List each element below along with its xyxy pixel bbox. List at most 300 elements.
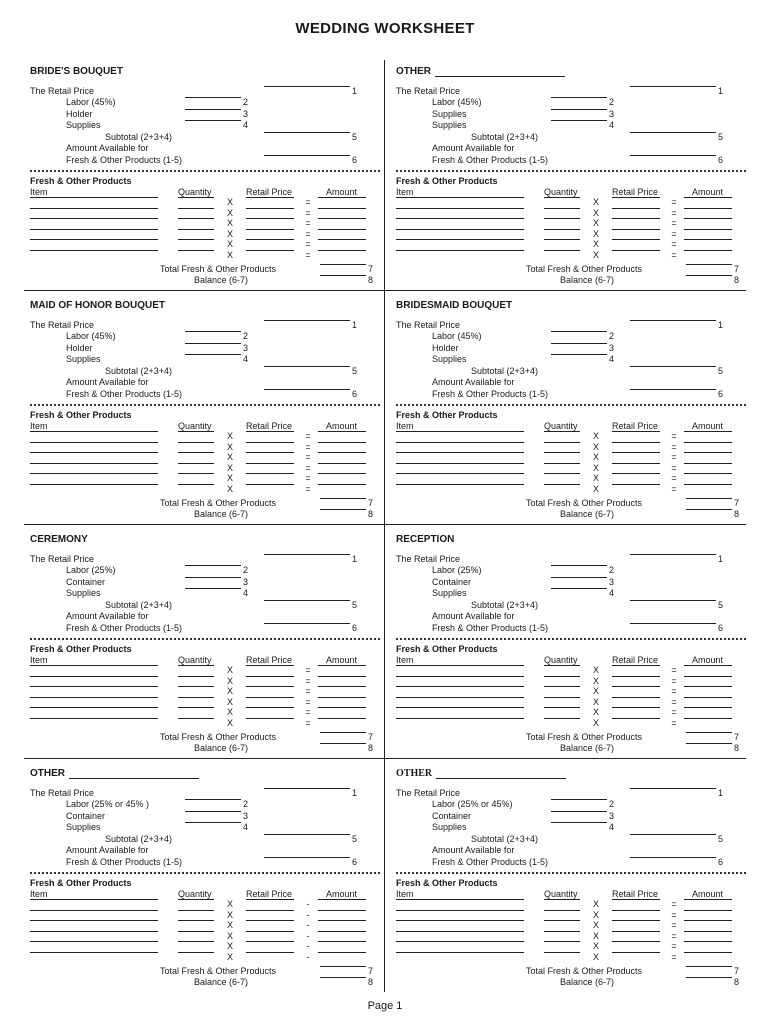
retail-price-entry-blank[interactable] <box>612 452 660 453</box>
quantity-blank[interactable] <box>544 197 580 198</box>
quantity-blank[interactable] <box>544 452 580 453</box>
quantity-blank[interactable] <box>544 463 580 464</box>
amount-blank[interactable] <box>684 899 732 900</box>
item-name-blank[interactable] <box>396 920 524 921</box>
quantity-blank[interactable] <box>178 431 214 432</box>
retail-price-blank[interactable] <box>630 788 716 789</box>
line-number: 2 <box>243 97 249 107</box>
amount-available-blank[interactable] <box>630 389 716 390</box>
amount-blank[interactable] <box>318 452 366 453</box>
labor-row <box>396 565 746 576</box>
retail-price-entry-blank[interactable] <box>612 431 660 432</box>
line-number: 5 <box>718 132 724 142</box>
amount-blank[interactable] <box>684 686 732 687</box>
equals-sign: = <box>305 696 311 707</box>
balance-blank[interactable] <box>686 743 732 744</box>
quantity-blank[interactable] <box>178 920 214 921</box>
retail-price-entry-blank[interactable] <box>612 197 660 198</box>
retail-price-entry-blank[interactable] <box>612 910 660 911</box>
fresh-products-header <box>30 644 380 655</box>
quantity-blank[interactable] <box>544 686 580 687</box>
retail-price-entry-blank[interactable] <box>612 718 660 719</box>
item-name-blank[interactable] <box>396 452 524 453</box>
retail-price-entry-blank[interactable] <box>246 931 294 932</box>
amount-blank[interactable] <box>318 473 366 474</box>
amount-blank[interactable] <box>318 197 366 198</box>
quantity-blank[interactable] <box>178 473 214 474</box>
amount-blank[interactable] <box>684 910 732 911</box>
amount-blank[interactable] <box>318 910 366 911</box>
retail-price-blank[interactable] <box>630 554 716 555</box>
item-name-blank[interactable] <box>396 197 524 198</box>
quantity-blank[interactable] <box>544 208 580 209</box>
times-sign: X <box>226 483 233 494</box>
retail-price-entry-blank[interactable] <box>246 463 294 464</box>
amount-blank[interactable] <box>684 197 732 198</box>
times-sign: X <box>592 686 599 696</box>
amount-blank[interactable] <box>684 676 732 677</box>
amount-blank[interactable] <box>684 229 732 230</box>
amount-available-blank[interactable] <box>264 857 350 858</box>
item-label: Holder <box>66 109 93 119</box>
item-name-blank[interactable] <box>30 665 158 666</box>
amount-blank[interactable] <box>318 686 366 687</box>
item-name-blank[interactable] <box>396 208 524 209</box>
retail-price-entry-blank[interactable] <box>612 473 660 474</box>
balance-blank[interactable] <box>686 275 732 276</box>
item-name-blank[interactable] <box>396 686 524 687</box>
labor-blank[interactable] <box>185 565 241 566</box>
retail-price-entry-blank[interactable] <box>246 665 294 666</box>
retail-price-entry-blank[interactable] <box>246 239 294 240</box>
item-name-blank[interactable] <box>396 484 524 485</box>
subtotal-blank[interactable] <box>630 366 716 367</box>
item-name-blank[interactable] <box>30 197 158 198</box>
retail-price-entry-blank[interactable] <box>246 899 294 900</box>
item-entry-row <box>30 707 380 718</box>
amount-available-blank[interactable] <box>630 857 716 858</box>
section-title-text: CEREMONY <box>30 534 88 545</box>
item-name-blank[interactable] <box>30 910 158 911</box>
item-name-blank[interactable] <box>30 473 158 474</box>
quantity-blank[interactable] <box>178 697 214 698</box>
retail-price-label: The Retail Price <box>396 554 461 564</box>
retail-price-entry-blank[interactable] <box>246 686 294 687</box>
quantity-blank[interactable] <box>544 910 580 911</box>
amount-blank[interactable] <box>318 899 366 900</box>
amount-blank[interactable] <box>684 463 732 464</box>
retail-price-entry-blank[interactable] <box>246 208 294 209</box>
balance-blank[interactable] <box>686 509 732 510</box>
item-name-blank[interactable] <box>396 442 524 443</box>
quantity-blank[interactable] <box>544 431 580 432</box>
labor-blank[interactable] <box>551 799 607 800</box>
retail-price-entry-blank[interactable] <box>612 920 660 921</box>
retail-price-entry-blank[interactable] <box>612 931 660 932</box>
retail-price-entry-blank[interactable] <box>246 250 294 251</box>
item-name-blank[interactable] <box>396 676 524 677</box>
item-name-blank[interactable] <box>396 665 524 666</box>
total-fresh-blank[interactable] <box>320 498 366 499</box>
supplies-blank[interactable] <box>185 822 241 823</box>
quantity-blank[interactable] <box>544 218 580 219</box>
amount-blank[interactable] <box>318 484 366 485</box>
item-entry-row <box>396 463 746 474</box>
retail-price-entry-blank[interactable] <box>246 920 294 921</box>
retail-price-entry-blank[interactable] <box>612 463 660 464</box>
amount-blank[interactable] <box>318 463 366 464</box>
labor-label: Labor (45%) <box>66 331 116 341</box>
labor-blank[interactable] <box>551 97 607 98</box>
item-name-blank[interactable] <box>396 218 524 219</box>
quantity-blank[interactable] <box>178 899 214 900</box>
retail-price-entry-blank[interactable] <box>246 431 294 432</box>
amount-blank[interactable] <box>318 676 366 677</box>
item-blank[interactable] <box>551 109 607 110</box>
quantity-blank[interactable] <box>544 920 580 921</box>
quantity-blank[interactable] <box>544 484 580 485</box>
retail-price-entry-blank[interactable] <box>246 218 294 219</box>
retail-price-entry-blank[interactable] <box>612 239 660 240</box>
quantity-blank[interactable] <box>178 707 214 708</box>
section-title-blank[interactable] <box>69 768 199 779</box>
item-name-blank[interactable] <box>396 473 524 474</box>
amount-blank[interactable] <box>684 697 732 698</box>
total-fresh-blank[interactable] <box>320 732 366 733</box>
item-blank[interactable] <box>551 811 607 812</box>
section-title-blank[interactable] <box>436 768 566 779</box>
item-name-blank[interactable] <box>396 697 524 698</box>
amount-blank[interactable] <box>684 431 732 432</box>
amount-blank[interactable] <box>684 239 732 240</box>
supplies-blank[interactable] <box>185 354 241 355</box>
retail-price-entry-blank[interactable] <box>246 473 294 474</box>
item-name-blank[interactable] <box>30 952 158 953</box>
amount-available-label: Amount Available for <box>432 377 515 387</box>
item-blank[interactable] <box>185 577 241 578</box>
amount-blank[interactable] <box>318 665 366 666</box>
line-number: 6 <box>718 389 724 399</box>
equals-sign: = <box>305 431 311 441</box>
quantity-blank[interactable] <box>544 697 580 698</box>
section-title-blank[interactable] <box>435 66 565 77</box>
retail-price-entry-blank[interactable] <box>612 941 660 942</box>
balance-blank[interactable] <box>320 275 366 276</box>
amount-available-blank[interactable] <box>630 623 716 624</box>
quantity-blank[interactable] <box>544 899 580 900</box>
quantity-blank[interactable] <box>544 707 580 708</box>
amount-blank[interactable] <box>684 473 732 474</box>
subtotal-blank[interactable] <box>630 834 716 835</box>
amount-available-row-2 <box>30 155 380 166</box>
quantity-blank[interactable] <box>178 250 214 251</box>
quantity-blank[interactable] <box>544 442 580 443</box>
quantity-blank[interactable] <box>178 931 214 932</box>
retail-price-entry-blank[interactable] <box>246 697 294 698</box>
col-retail-price: Retail Price <box>612 187 659 197</box>
item-blank[interactable] <box>185 811 241 812</box>
item-name-blank[interactable] <box>30 239 158 240</box>
item-blank[interactable] <box>551 343 607 344</box>
supplies-blank[interactable] <box>551 120 607 121</box>
amount-blank[interactable] <box>684 707 732 708</box>
quantity-blank[interactable] <box>544 250 580 251</box>
item-name-blank[interactable] <box>396 899 524 900</box>
subtotal-blank[interactable] <box>264 366 350 367</box>
quantity-blank[interactable] <box>544 718 580 719</box>
amount-blank[interactable] <box>318 707 366 708</box>
quantity-blank[interactable] <box>544 676 580 677</box>
labor-blank[interactable] <box>185 97 241 98</box>
amount-available-blank[interactable] <box>630 155 716 156</box>
quantity-blank[interactable] <box>178 239 214 240</box>
item-blank[interactable] <box>185 109 241 110</box>
worksheet-section <box>30 66 380 298</box>
retail-price-label: The Retail Price <box>396 320 461 330</box>
retail-price-entry-blank[interactable] <box>612 208 660 209</box>
equals-sign: = <box>671 951 677 962</box>
retail-price-blank[interactable] <box>630 320 716 321</box>
item-entry-row <box>30 718 380 729</box>
col-quantity: Quantity <box>178 421 212 431</box>
item-name-blank[interactable] <box>396 250 524 251</box>
item-name-blank[interactable] <box>30 229 158 230</box>
item-blank[interactable] <box>185 343 241 344</box>
retail-price-entry-blank[interactable] <box>612 697 660 698</box>
amount-blank[interactable] <box>684 941 732 942</box>
item-name-blank[interactable] <box>30 484 158 485</box>
item-name-blank[interactable] <box>30 250 158 251</box>
retail-price-entry-blank[interactable] <box>612 952 660 953</box>
supplies-blank[interactable] <box>185 588 241 589</box>
item-name-blank[interactable] <box>396 431 524 432</box>
retail-price-entry-blank[interactable] <box>612 676 660 677</box>
line-number: 8 <box>734 275 740 285</box>
balance-blank[interactable] <box>320 977 366 978</box>
retail-price-entry-blank[interactable] <box>246 229 294 230</box>
retail-price-entry-blank[interactable] <box>612 686 660 687</box>
subtotal-blank[interactable] <box>264 834 350 835</box>
retail-price-entry-blank[interactable] <box>246 941 294 942</box>
amount-blank[interactable] <box>318 250 366 251</box>
balance-blank[interactable] <box>686 977 732 978</box>
item-name-blank[interactable] <box>30 208 158 209</box>
amount-blank[interactable] <box>684 484 732 485</box>
balance-blank[interactable] <box>320 509 366 510</box>
amount-blank[interactable] <box>684 250 732 251</box>
quantity-blank[interactable] <box>178 197 214 198</box>
amount-available-blank[interactable] <box>264 623 350 624</box>
supplies-blank[interactable] <box>185 120 241 121</box>
retail-price-row <box>396 86 746 97</box>
retail-price-blank[interactable] <box>264 554 350 555</box>
retail-price-entry-blank[interactable] <box>612 250 660 251</box>
quantity-blank[interactable] <box>178 463 214 464</box>
retail-price-blank[interactable] <box>264 86 350 87</box>
quantity-blank[interactable] <box>178 718 214 719</box>
retail-price-entry-blank[interactable] <box>246 952 294 953</box>
equals-sign: - <box>306 899 310 909</box>
retail-price-entry-blank[interactable] <box>612 229 660 230</box>
quantity-blank[interactable] <box>544 941 580 942</box>
quantity-blank[interactable] <box>178 910 214 911</box>
quantity-blank[interactable] <box>178 665 214 666</box>
item-name-blank[interactable] <box>30 676 158 677</box>
retail-price-blank[interactable] <box>264 788 350 789</box>
item-name-blank[interactable] <box>396 952 524 953</box>
amount-blank[interactable] <box>684 718 732 719</box>
item-name-blank[interactable] <box>30 931 158 932</box>
amount-blank[interactable] <box>684 920 732 921</box>
amount-blank[interactable] <box>318 941 366 942</box>
item-name-blank[interactable] <box>30 442 158 443</box>
times-sign: X <box>226 228 233 239</box>
quantity-blank[interactable] <box>544 952 580 953</box>
item-name-blank[interactable] <box>396 229 524 230</box>
amount-blank[interactable] <box>318 952 366 953</box>
amount-available-blank[interactable] <box>264 389 350 390</box>
retail-price-label: The Retail Price <box>396 86 461 96</box>
item-name-blank[interactable] <box>30 718 158 719</box>
supplies-blank[interactable] <box>551 822 607 823</box>
labor-blank[interactable] <box>185 799 241 800</box>
quantity-blank[interactable] <box>178 676 214 677</box>
supplies-label: Supplies <box>432 822 467 832</box>
item-name-blank[interactable] <box>30 920 158 921</box>
amount-blank[interactable] <box>684 442 732 443</box>
quantity-blank[interactable] <box>178 218 214 219</box>
amount-blank[interactable] <box>318 218 366 219</box>
retail-price-entry-blank[interactable] <box>612 707 660 708</box>
item-name-blank[interactable] <box>30 463 158 464</box>
amount-blank[interactable] <box>318 920 366 921</box>
item-name-blank[interactable] <box>396 718 524 719</box>
quantity-blank[interactable] <box>544 665 580 666</box>
retail-price-blank[interactable] <box>264 320 350 321</box>
quantity-blank[interactable] <box>544 229 580 230</box>
quantity-blank[interactable] <box>178 229 214 230</box>
retail-price-row <box>396 320 746 331</box>
retail-price-entry-blank[interactable] <box>246 910 294 911</box>
amount-blank[interactable] <box>318 239 366 240</box>
subtotal-blank[interactable] <box>264 600 350 601</box>
labor-blank[interactable] <box>551 565 607 566</box>
quantity-blank[interactable] <box>178 484 214 485</box>
quantity-blank[interactable] <box>178 208 214 209</box>
amount-blank[interactable] <box>684 931 732 932</box>
total-fresh-label: Total Fresh & Other Products <box>160 732 277 742</box>
item-name-blank[interactable] <box>30 941 158 942</box>
item-name-blank[interactable] <box>396 931 524 932</box>
subtotal-blank[interactable] <box>630 132 716 133</box>
balance-label: Balance (6-7) <box>194 509 249 519</box>
quantity-blank[interactable] <box>544 473 580 474</box>
retail-price-entry-blank[interactable] <box>612 442 660 443</box>
item-blank[interactable] <box>551 577 607 578</box>
total-fresh-blank[interactable] <box>686 498 732 499</box>
item-entry-row <box>396 665 746 676</box>
total-fresh-blank[interactable] <box>320 966 366 967</box>
amount-available-blank[interactable] <box>264 155 350 156</box>
retail-price-entry-blank[interactable] <box>246 707 294 708</box>
amount-blank[interactable] <box>684 952 732 953</box>
retail-price-entry-blank[interactable] <box>246 718 294 719</box>
amount-blank[interactable] <box>318 697 366 698</box>
subtotal-blank[interactable] <box>264 132 350 133</box>
retail-price-entry-blank[interactable] <box>246 484 294 485</box>
quantity-blank[interactable] <box>178 941 214 942</box>
amount-blank[interactable] <box>318 208 366 209</box>
quantity-blank[interactable] <box>178 686 214 687</box>
item-name-blank[interactable] <box>396 239 524 240</box>
total-fresh-blank[interactable] <box>686 966 732 967</box>
item-name-blank[interactable] <box>30 452 158 453</box>
amount-blank[interactable] <box>684 218 732 219</box>
total-fresh-blank[interactable] <box>686 732 732 733</box>
balance-row <box>30 743 380 754</box>
subtotal-blank[interactable] <box>630 600 716 601</box>
retail-price-entry-blank[interactable] <box>246 442 294 443</box>
retail-price-blank[interactable] <box>630 86 716 87</box>
amount-blank[interactable] <box>684 208 732 209</box>
supplies-blank[interactable] <box>551 354 607 355</box>
times-sign: X <box>592 930 599 941</box>
balance-label: Balance (6-7) <box>194 743 249 753</box>
amount-available-row <box>30 377 380 388</box>
amount-blank[interactable] <box>318 442 366 443</box>
amount-blank[interactable] <box>684 452 732 453</box>
quantity-blank[interactable] <box>178 452 214 453</box>
quantity-blank[interactable] <box>178 952 214 953</box>
item-name-blank[interactable] <box>30 697 158 698</box>
retail-price-entry-blank[interactable] <box>246 676 294 677</box>
amount-blank[interactable] <box>318 431 366 432</box>
amount-available-row-2 <box>30 389 380 400</box>
item-name-blank[interactable] <box>30 431 158 432</box>
item-name-blank[interactable] <box>30 218 158 219</box>
labor-blank[interactable] <box>185 331 241 332</box>
amount-blank[interactable] <box>318 718 366 719</box>
amount-blank[interactable] <box>684 665 732 666</box>
labor-blank[interactable] <box>551 331 607 332</box>
quantity-blank[interactable] <box>544 239 580 240</box>
section-title <box>30 300 165 311</box>
col-item: Item <box>30 655 48 665</box>
amount-blank[interactable] <box>318 931 366 932</box>
total-fresh-blank[interactable] <box>320 264 366 265</box>
amount-blank[interactable] <box>318 229 366 230</box>
item-name-blank[interactable] <box>396 463 524 464</box>
retail-price-entry-blank[interactable] <box>612 665 660 666</box>
balance-blank[interactable] <box>320 743 366 744</box>
item-name-blank[interactable] <box>30 707 158 708</box>
item-name-blank[interactable] <box>30 899 158 900</box>
retail-price-entry-blank[interactable] <box>612 484 660 485</box>
supplies-blank[interactable] <box>551 588 607 589</box>
item-name-blank[interactable] <box>396 910 524 911</box>
retail-price-entry-blank[interactable] <box>246 452 294 453</box>
retail-price-entry-blank[interactable] <box>612 899 660 900</box>
quantity-blank[interactable] <box>178 442 214 443</box>
item-name-blank[interactable] <box>30 686 158 687</box>
item-name-blank[interactable] <box>396 941 524 942</box>
retail-price-entry-blank[interactable] <box>246 197 294 198</box>
equals-sign: = <box>671 249 677 260</box>
item-name-blank[interactable] <box>396 707 524 708</box>
retail-price-entry-blank[interactable] <box>612 218 660 219</box>
total-fresh-blank[interactable] <box>686 264 732 265</box>
quantity-blank[interactable] <box>544 931 580 932</box>
